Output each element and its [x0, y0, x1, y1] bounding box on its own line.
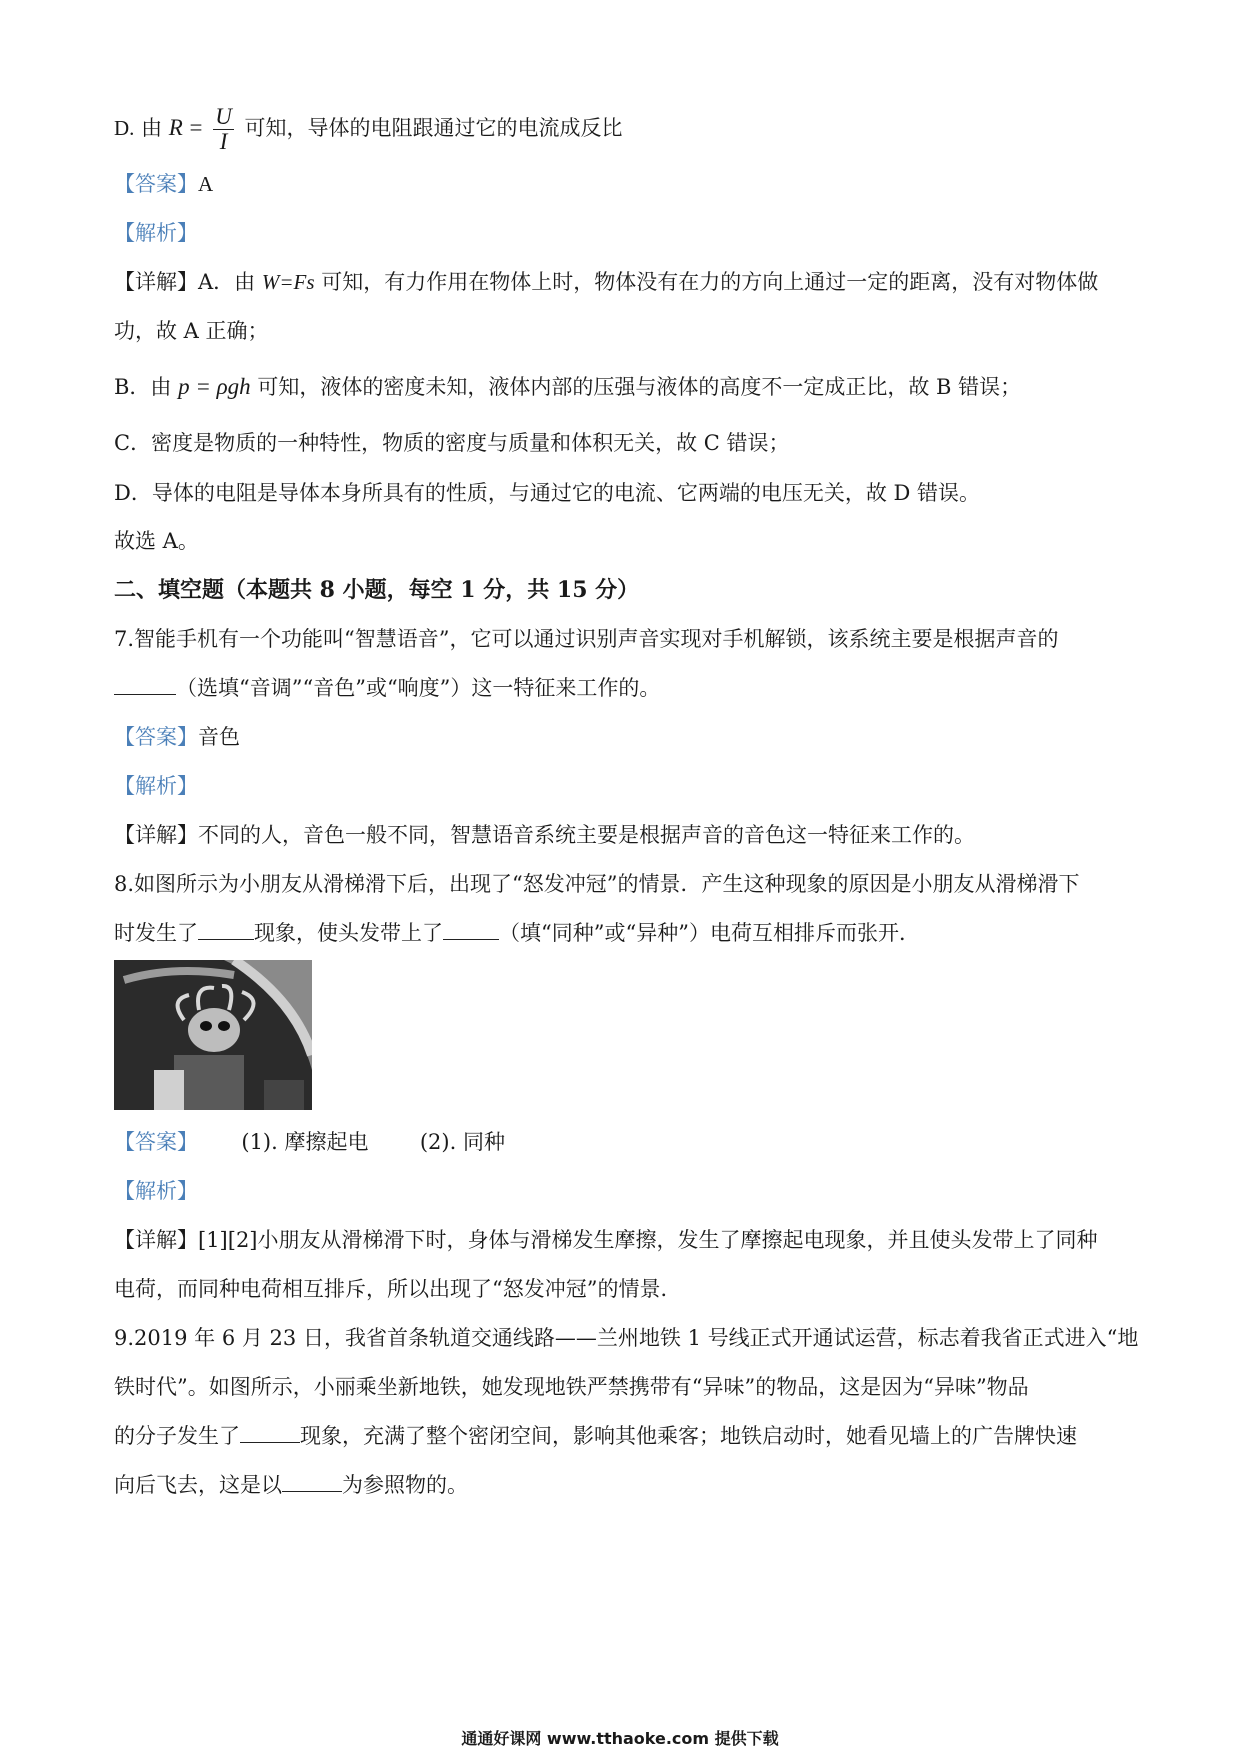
q6-detail-d: [114, 478, 1140, 508]
q6-detail-c: [114, 428, 1140, 458]
answer-blank: [443, 919, 499, 940]
footer-text: 通通好课网 www.tthaoke.com 提供下载: [461, 1729, 779, 1748]
analysis-tag: 【解析】: [114, 1179, 198, 1203]
question-text: 为参照物的。: [342, 1473, 468, 1497]
conclusion-text: 故选 A。: [114, 529, 199, 553]
q8-line-2: [114, 918, 1140, 948]
detail-tag: 【详解】: [114, 823, 198, 847]
q6-analysis: [114, 218, 1140, 248]
q6-detail-a: [114, 267, 1140, 297]
detail-text: [1][2]小朋友从滑梯滑下时，身体与滑梯发生摩擦，发生了摩擦起电现象，并且使头发带上了同种: [198, 1228, 1098, 1252]
q7-detail: [114, 820, 1140, 850]
option-label: D.: [114, 116, 135, 140]
answer-blank: [114, 674, 176, 695]
q6-answer: [114, 169, 1140, 199]
detail-text: 功，故 A 正确；: [114, 319, 269, 343]
page-footer: [0, 1726, 1240, 1749]
answer-value-2: (2). 同种: [419, 1130, 505, 1154]
section-title-text: 二、填空题（本题共 8 小题，每空 1 分，共 15 分）: [114, 577, 640, 603]
q8-line-1: [114, 869, 1140, 899]
fraction-numerator: U: [215, 104, 232, 129]
detail-tag: 【详解】: [114, 270, 198, 294]
q7-line-2: [114, 673, 1140, 703]
answer-value: A: [198, 172, 214, 196]
q6-detail-a-cont: [114, 316, 1140, 346]
answer-tag: 【答案】: [114, 172, 198, 196]
q9-line-1: [114, 1323, 1140, 1353]
analysis-tag: 【解析】: [114, 221, 198, 245]
question-text: 8.如图所示为小朋友从滑梯滑下后，出现了“怒发冲冠”的情景．产生这种现象的原因是小朋友从滑梯滑下: [114, 872, 1080, 896]
option-text-pre: 由: [141, 116, 163, 140]
q9-line-3: [114, 1421, 1140, 1451]
q7-analysis: [114, 771, 1140, 801]
question-text: 铁时代”。如图所示，小丽乘坐新地铁，她发现地铁严禁携带有“异味”的物品，这是因为“异味”物品: [114, 1375, 1029, 1399]
analysis-tag: 【解析】: [114, 774, 198, 798]
q7-line-1: [114, 624, 1140, 654]
answer-blank: [198, 919, 254, 940]
formula-fraction: [213, 105, 234, 154]
formula-equals: =: [189, 115, 203, 140]
q6-conclusion: [114, 526, 1140, 556]
formula: W=Fs: [261, 270, 315, 294]
question-text: 的分子发生了: [114, 1424, 240, 1448]
detail-text: C．密度是物质的一种特性，物质的密度与质量和体积无关，故 C 错误；: [114, 431, 790, 455]
q6-detail-b: [114, 372, 1140, 402]
q9-line-2: [114, 1372, 1140, 1402]
section-title: [114, 575, 1140, 605]
slide-child-photo: [114, 960, 312, 1110]
question-text: 9.2019 年 6 月 23 日，我省首条轨道交通线路——兰州地铁 1 号线正式开通试运营，标志着我省正式进入“地: [114, 1326, 1139, 1350]
question-text: （填“同种”或“异种”）电荷互相排斥而张开．: [499, 921, 920, 945]
q8-detail-1: [114, 1225, 1140, 1255]
q8-analysis: [114, 1176, 1140, 1206]
detail-text: D．导体的电阻是导体本身所具有的性质，与通过它的电流、它两端的电压无关，故 D 错误。: [114, 481, 981, 505]
q9-line-4: [114, 1470, 1140, 1500]
answer-tag: 【答案】: [114, 725, 198, 749]
answer-tag: 【答案】: [114, 1130, 198, 1154]
option-text-post: 可知，导体的电阻跟通过它的电流成反比: [244, 116, 623, 140]
detail-text: B．由: [114, 375, 172, 399]
detail-text: 可知，有力作用在物体上时，物体没有在力的方向上通过一定的距离，没有对物体做: [321, 270, 1099, 294]
q8-answer: [114, 1127, 1140, 1157]
question-text: 现象，充满了整个密闭空间，影响其他乘客；地铁启动时，她看见墙上的广告牌快速: [300, 1424, 1077, 1448]
q7-answer: [114, 722, 1140, 752]
detail-tag: 【详解】: [114, 1228, 198, 1252]
detail-text: 可知，液体的密度未知，液体内部的压强与液体的高度不一定成正比，故 B 错误；: [257, 375, 1022, 399]
q8-detail-2: [114, 1274, 1140, 1304]
detail-text: 电荷，而同种电荷相互排斥，所以出现了“怒发冲冠”的情景．: [114, 1277, 682, 1301]
fraction-denominator: I: [219, 129, 228, 154]
formula-lhs: R: [168, 115, 183, 140]
question-text: 时发生了: [114, 921, 198, 945]
question-text: 现象，使头发带上了: [254, 921, 443, 945]
photo-illustration: [114, 960, 312, 1110]
detail-text: 不同的人，音色一般不同，智慧语音系统主要是根据声音的音色这一特征来工作的。: [198, 823, 975, 847]
question-text: （选填“音调”“音色”或“响度”）这一特征来工作的。: [176, 676, 661, 700]
formula: p = ρgh: [178, 374, 251, 399]
answer-blank: [282, 1471, 342, 1492]
answer-blank: [240, 1422, 300, 1443]
detail-text: A．由: [198, 270, 256, 294]
question-text: 7.智能手机有一个功能叫“智慧语音”，它可以通过识别声音实现对手机解锁，该系统主要是根据声音的: [114, 627, 1059, 651]
answer-value: 音色: [198, 725, 240, 749]
q6-option-d: [114, 100, 1140, 156]
question-text: 向后飞去，这是以: [114, 1473, 282, 1497]
answer-value-1: (1). 摩擦起电: [241, 1130, 369, 1154]
